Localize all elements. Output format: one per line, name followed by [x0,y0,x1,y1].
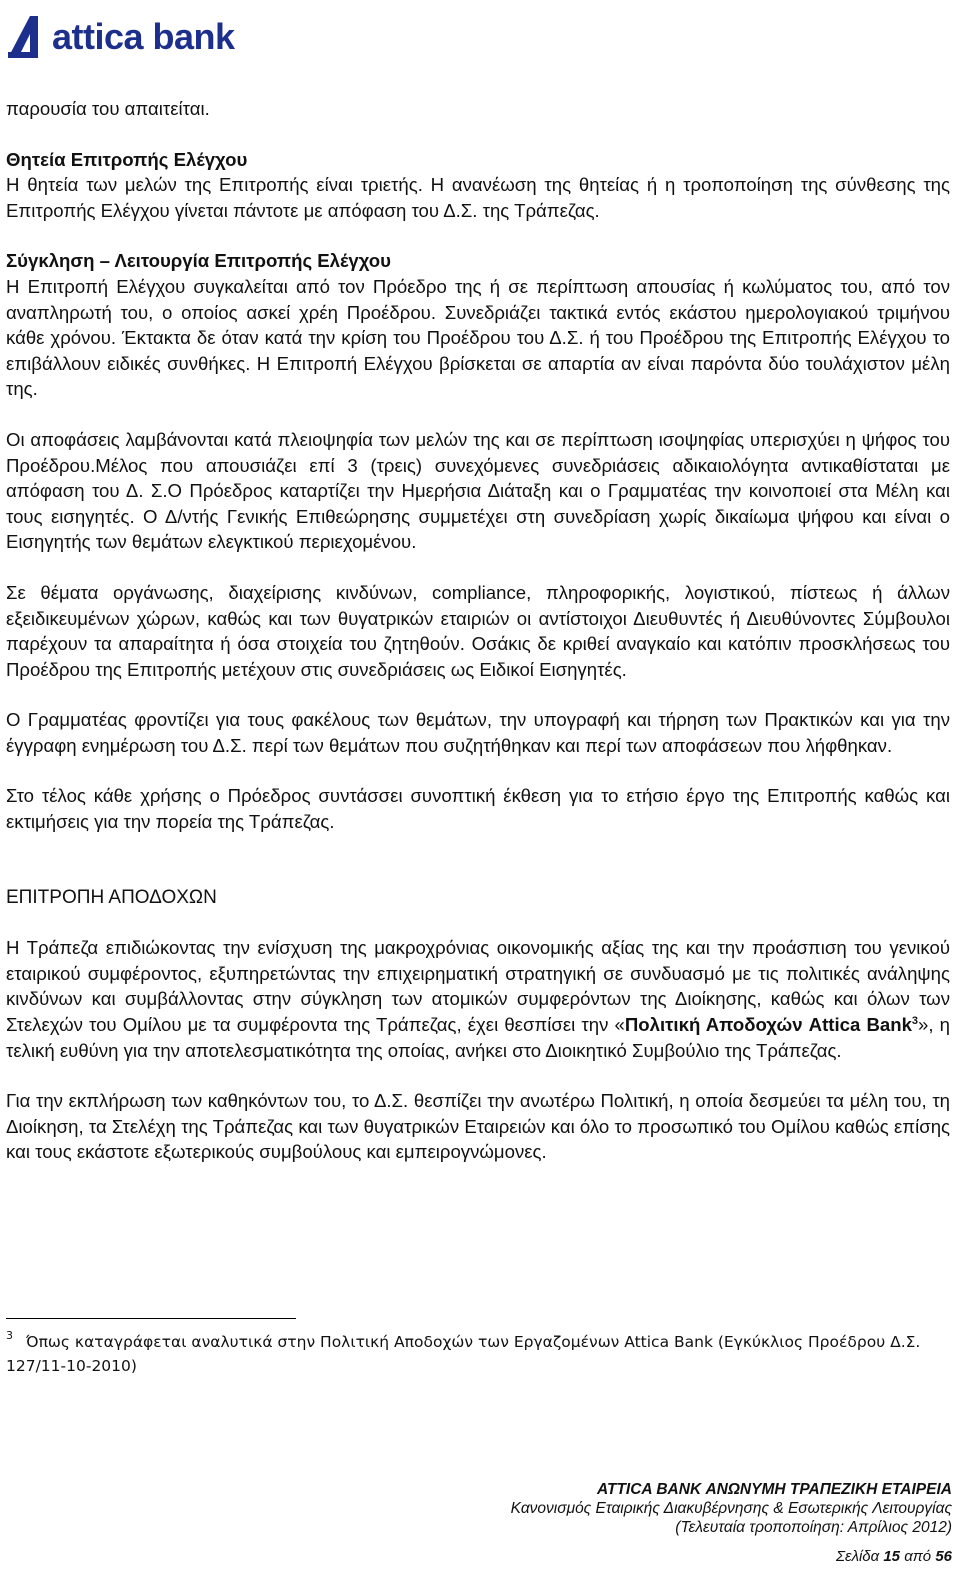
logo-text: attica bank [52,16,235,57]
remuneration-policy-name: Πολιτική Αποδοχών Attica Bank [624,1014,912,1036]
decisions-paragraph: Οι αποφάσεις λαμβάνονται κατά πλειοψηφία των μελών της και σε περίπτωση ισοψηφίας υπερισχύει η ψήφος του Προέδρου.Μέλος που απουσιάζει επί 3 (τρεις) συνεχόμενες συνεδριάσεις αδικαιολόγητα αντικαθίσταται με απόφαση του Δ. Σ.Ο Πρόεδρος καταρτίζει την Ημερήσια Διάταξη και ο Γραμματέας την κοινοποιεί στα Μέλη και τους εισηγητές. Ο Δ/ντής Γενικής Επιθεώρησης συμμετέχει στη συνεδρίαση χωρίς δικαίωμα ψήφου και είναι ο Εισηγητής των θεμάτων ελεγκτικού περιεχομένου. [6,428,950,553]
footer-company: ATTICA BANK ΑΝΩΝΥΜΗ ΤΡΑΠΕΖΙΚΗ ΕΤΑΙΡΕΙΑ [596,1481,952,1498]
remuneration-paragraph: Η Τράπεζα επιδιώκοντας την ενίσχυση της μακροχρόνιας οικονομικής αξίας της και την προάσπιση του γενικού εταιρικού συμφέροντος, εξυπηρετώντας την επιχειρηματική στρατηγική σε συνδυασμό με τις πολιτικές ανάληψης κινδύνων και συμβάλλοντας στην σύγκληση των ατομικών συμφερόντων της Διοίκησης, καθώς και όλων των Στελεχών του Ομίλου με τα συμφέροντα της Τράπεζας, έχει θεσπίσει την «Πολιτική Αποδοχών Attica Bank$^3$», η τελική ευθύνη για την αποτελεσματικότητα της οποίας, ανήκει στο Διοικητικό Συμβούλιο της Τράπεζας. [6,937,951,1061]
term-heading: Θητεία Επιτροπής Ελέγχου [6,148,248,170]
page-number: Σελίδα 15 από 56 [835,1548,952,1565]
footnote-number: 3 [6,1329,13,1342]
footer-doc-title: Κανονισμός Εταιρικής Διακυβέρνησης & Εσωτερικής Λειτουργίας [510,1500,952,1517]
remuneration-heading: ΕΠΙΤΡΟΠΗ ΑΠΟΔΟΧΩΝ [6,886,217,908]
topics-paragraph: Σε θέματα οργάνωσης, διαχείρισης κινδύνων, compliance, πληροφορικής, λογιστικού, πίστεως ή άλλων εξειδικευμένων χώρων, καθώς και των θυγατρικών εταιριών οι αντίστοιχοι Διευθυντές ή Διευθύνοντες Σύμβουλοι παρέχουν τα απαραίτητα ή όσα στοιχεία του ζητηθούν. Οσάκις δε κριθεί αναγκαίο και κατόπιν προσκλήσεως του Προέδρου της Επιτροπής μετέχουν στις συνεδριάσεις ως Ειδικοί Εισηγητές. [6,581,950,680]
footnote-ref: 3 [911,1014,919,1027]
document-body [6,96,950,1165]
footnote-divider [6,1318,296,1319]
convocation-paragraph: Η Επιτροπή Ελέγχου συγκαλείται από τον Πρόεδρο της ή σε περίπτωση απουσίας ή κωλύματος του, από τον αναπληρωτή του, ο οποίος ασκεί χρέη Προέδρου. Συνεδριάζει τακτικά εντός εκάστου ημερολογιακού τριμήνου κάθε χρόνου. Έκτακτα δε όταν κατά την κρίση του Προέδρου του Δ.Σ. ή του Προέδρου της Επιτροπής Ελέγχου το επιβάλλουν ειδικές συνθήκες. Η Επιτροπή Ελέγχου βρίσκεται σε απαρτία αν είναι παρόντα δύο τουλάχιστον μέλη της. [6,275,950,400]
paragraph-continuation: παρουσία του απαιτείται. [6,98,210,119]
footer-revision: (Τελευταία τροποποίηση: Απρίλιος 2012) [675,1519,952,1536]
duties-paragraph: Για την εκπλήρωση των καθηκόντων του, το Δ.Σ. θεσπίζει την ανωτέρω Πολιτική, η οποία δεσμεύει τα μέλη του, τη Διοίκηση, τα Στελέχη της Τράπεζας και των θυγατρικών Εταιρειών και όλο το προσωπικό του Ομίλου καθώς επίσης και τους εκάστοτε εξωτερικούς συμβούλους και εμπειρογνώμονες. [6,1090,950,1163]
footnote-text: Όπως καταγράφεται αναλυτικά στην Πολιτική Αποδοχών των Εργαζομένων Attica Bank (Εγκύκλιος Προέδρου Δ.Σ. 127/11-10-2010) [6,1333,921,1375]
annual-report-paragraph: Στο τέλος κάθε χρήσης ο Πρόεδρος συντάσσει συνοπτική έκθεση για το ετήσιο έργο της Επιτροπής καθώς και εκτιμήσεις για την πορεία της Τράπεζας. [6,785,950,833]
convocation-heading: Σύγκληση – Λειτουργία Επιτροπής Ελέγχου [6,250,391,272]
secretary-paragraph: Ο Γραμματέας φροντίζει για τους φακέλους των θεμάτων, την υπογραφή και τήρηση των Πρακτικών και για την έγγραφη ενημέρωση του Δ.Σ. περί των θεμάτων που συζητήθηκαν και περί των αποφάσεων που λήφθηκαν. [6,709,950,756]
attica-logo-icon [6,14,46,60]
term-paragraph: Η θητεία των μελών της Επιτροπής είναι τριετής. Η ανανέωση της θητείας ή η τροποποίηση της σύνθεσης της Επιτροπής Ελέγχου γίνεται πάντοτε με απόφαση του Δ.Σ. της Τράπεζας. [6,174,950,221]
footnote [6,1330,950,1378]
page-footer [511,1480,952,1566]
attica-bank-logo [6,12,235,62]
